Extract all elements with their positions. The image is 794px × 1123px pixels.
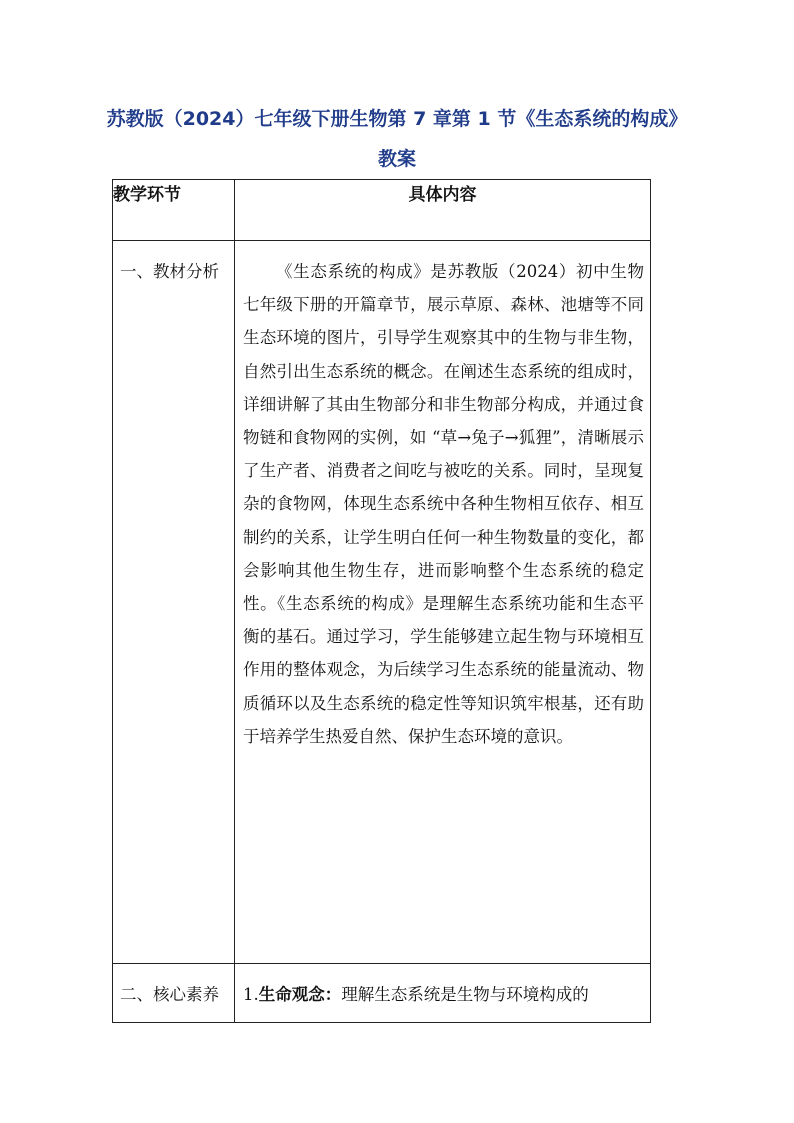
item-title: 生命观念： [258, 985, 342, 1004]
header-teaching-stage: 教学环节 [113, 180, 235, 241]
textbook-analysis-text: 《生态系统的构成》是苏教版（2024）初中生物七年级下册的开篇章节，展示草原、森林、池塘等不同生态环境的图片，引导学生观察其中的生物与非生物，自然引出生态系统的概念。在阐述生态系统的组成时，详细讲解了其由生物部分和非生物部分构成，并通过食物链和食物网的实例，如 “草→兔子→狐狸”，清晰展示了生产者、消费者之间吃与被吃的关系。同时，呈现复杂的食物网，体现生态系统中各种生物相互依存、相互制约的关系，让学生明白任何一种生物数量的变化，都会影响其他生物生存，进而影响整个生态系统的稳定性。《生态系统的构成》是理解生态系统功能和生态平衡的基石。通过学习，学生能够建立起生物与环境相互作用的整体观念，为后续学习生态系统的能量流动、物质循环以及生态系统的稳定性等知识筑牢根基，还有助于培养学生热爱自然、保护生态环境的意识。 [243, 262, 644, 746]
core-literacy-item [235, 964, 650, 1005]
document-title: 苏教版（2024）七年级下册生物第 7 章第 1 节《生态系统的构成》 [106, 108, 688, 130]
lesson-plan-table [112, 179, 651, 1023]
row-content-cell [235, 964, 651, 1023]
row-label-cell [113, 964, 235, 1023]
row-label-textbook-analysis: 一、教材分析 [120, 262, 219, 281]
document-title-continued: 教案 [377, 148, 416, 170]
row-content-cell [235, 241, 651, 964]
table-row [113, 241, 651, 964]
table-header-row [113, 180, 651, 241]
item-text: 理解生态系统是生物与环境构成的 [341, 985, 589, 1004]
table-row [113, 964, 651, 1023]
row-label-core-literacy: 二、核心素养 [120, 985, 219, 1004]
item-number: 1. [243, 985, 259, 1004]
header-content: 具体内容 [235, 180, 651, 241]
row-label-cell [113, 241, 235, 964]
